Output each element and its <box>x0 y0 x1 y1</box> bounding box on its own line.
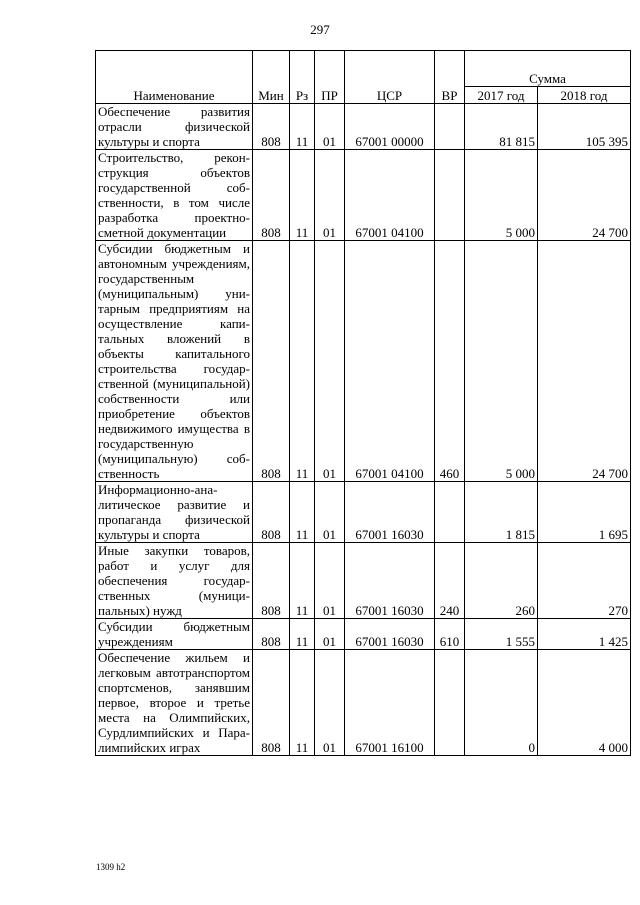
cell-pr: 01 <box>315 104 345 150</box>
cell-name: Субсидии бюджетным учреждениям <box>96 619 253 650</box>
cell-pr: 01 <box>315 150 345 241</box>
header-sum: Сумма <box>465 51 631 87</box>
cell-rz: 11 <box>290 104 315 150</box>
table-row <box>96 650 631 756</box>
cell-2018: 24 700 <box>538 241 631 482</box>
cell-csr: 67001 04100 <box>345 150 435 241</box>
cell-rz: 11 <box>290 241 315 482</box>
cell-2017: 81 815 <box>465 104 538 150</box>
cell-2018: 1 695 <box>538 482 631 543</box>
header-rz: Рз <box>290 51 315 104</box>
cell-vr: 610 <box>435 619 465 650</box>
header-csr: ЦСР <box>345 51 435 104</box>
cell-2017: 0 <box>465 650 538 756</box>
cell-2018: 24 700 <box>538 150 631 241</box>
cell-2018: 4 000 <box>538 650 631 756</box>
cell-rz: 11 <box>290 650 315 756</box>
cell-pr: 01 <box>315 619 345 650</box>
cell-pr: 01 <box>315 650 345 756</box>
cell-name: Обеспечение жильем и легковым автотранспортом спортсменов, занявшим первое, второе и третье места на Олимпийских, Сурдлимпийских и Паралимпийских играх <box>96 650 253 756</box>
header-pr: ПР <box>315 51 345 104</box>
footer-code: 1309 h2 <box>96 862 126 872</box>
cell-2018: 1 425 <box>538 619 631 650</box>
page-number: 297 <box>310 22 330 37</box>
header-min: Мин <box>253 51 290 104</box>
table-body <box>96 104 631 756</box>
cell-rz: 11 <box>290 482 315 543</box>
header-vr: ВР <box>435 51 465 104</box>
cell-min: 808 <box>253 104 290 150</box>
budget-table <box>95 50 631 756</box>
cell-min: 808 <box>253 150 290 241</box>
cell-csr: 67001 00000 <box>345 104 435 150</box>
cell-pr: 01 <box>315 543 345 619</box>
table-row <box>96 482 631 543</box>
cell-vr <box>435 104 465 150</box>
cell-rz: 11 <box>290 543 315 619</box>
cell-vr <box>435 482 465 543</box>
table-row <box>96 619 631 650</box>
cell-2018: 105 395 <box>538 104 631 150</box>
cell-rz: 11 <box>290 619 315 650</box>
cell-2017: 5 000 <box>465 241 538 482</box>
cell-min: 808 <box>253 241 290 482</box>
table-row <box>96 543 631 619</box>
header-2018: 2018 год <box>538 87 631 104</box>
cell-vr <box>435 650 465 756</box>
header-name: Наименование <box>96 51 253 104</box>
cell-min: 808 <box>253 619 290 650</box>
cell-csr: 67001 16030 <box>345 543 435 619</box>
table-row <box>96 241 631 482</box>
cell-vr <box>435 150 465 241</box>
cell-vr: 460 <box>435 241 465 482</box>
cell-pr: 01 <box>315 241 345 482</box>
cell-rz: 11 <box>290 150 315 241</box>
cell-2018: 270 <box>538 543 631 619</box>
cell-name: Строительство, реконструкция объектов государственной собственности, в том числе разработка проектно-сметной документации <box>96 150 253 241</box>
cell-2017: 1 555 <box>465 619 538 650</box>
table-row <box>96 150 631 241</box>
cell-name: Субсидии бюджетным и автономным учреждениям, государственным (муниципальным) унитарным предприятиям на осуществление капитальных вложений в объекты капитального строительства государственной (муниципальной) собственности или приобретение объектов недвижимого имущества в государственную (муниципальную) собственность <box>96 241 253 482</box>
header-2017: 2017 год <box>465 87 538 104</box>
cell-min: 808 <box>253 650 290 756</box>
cell-csr: 67001 16030 <box>345 619 435 650</box>
cell-min: 808 <box>253 482 290 543</box>
cell-2017: 260 <box>465 543 538 619</box>
cell-name: Информационно-аналитическое развитие и пропаганда физической культуры и спорта <box>96 482 253 543</box>
cell-name: Иные закупки товаров, работ и услуг для обеспечения государственных (муниципальных) нужд <box>96 543 253 619</box>
cell-min: 808 <box>253 543 290 619</box>
cell-2017: 5 000 <box>465 150 538 241</box>
cell-csr: 67001 04100 <box>345 241 435 482</box>
table-row <box>96 104 631 150</box>
cell-name: Обеспечение развития отрасли физической культуры и спорта <box>96 104 253 150</box>
cell-csr: 67001 16100 <box>345 650 435 756</box>
cell-2017: 1 815 <box>465 482 538 543</box>
cell-vr: 240 <box>435 543 465 619</box>
cell-pr: 01 <box>315 482 345 543</box>
cell-csr: 67001 16030 <box>345 482 435 543</box>
table-header <box>96 51 631 104</box>
